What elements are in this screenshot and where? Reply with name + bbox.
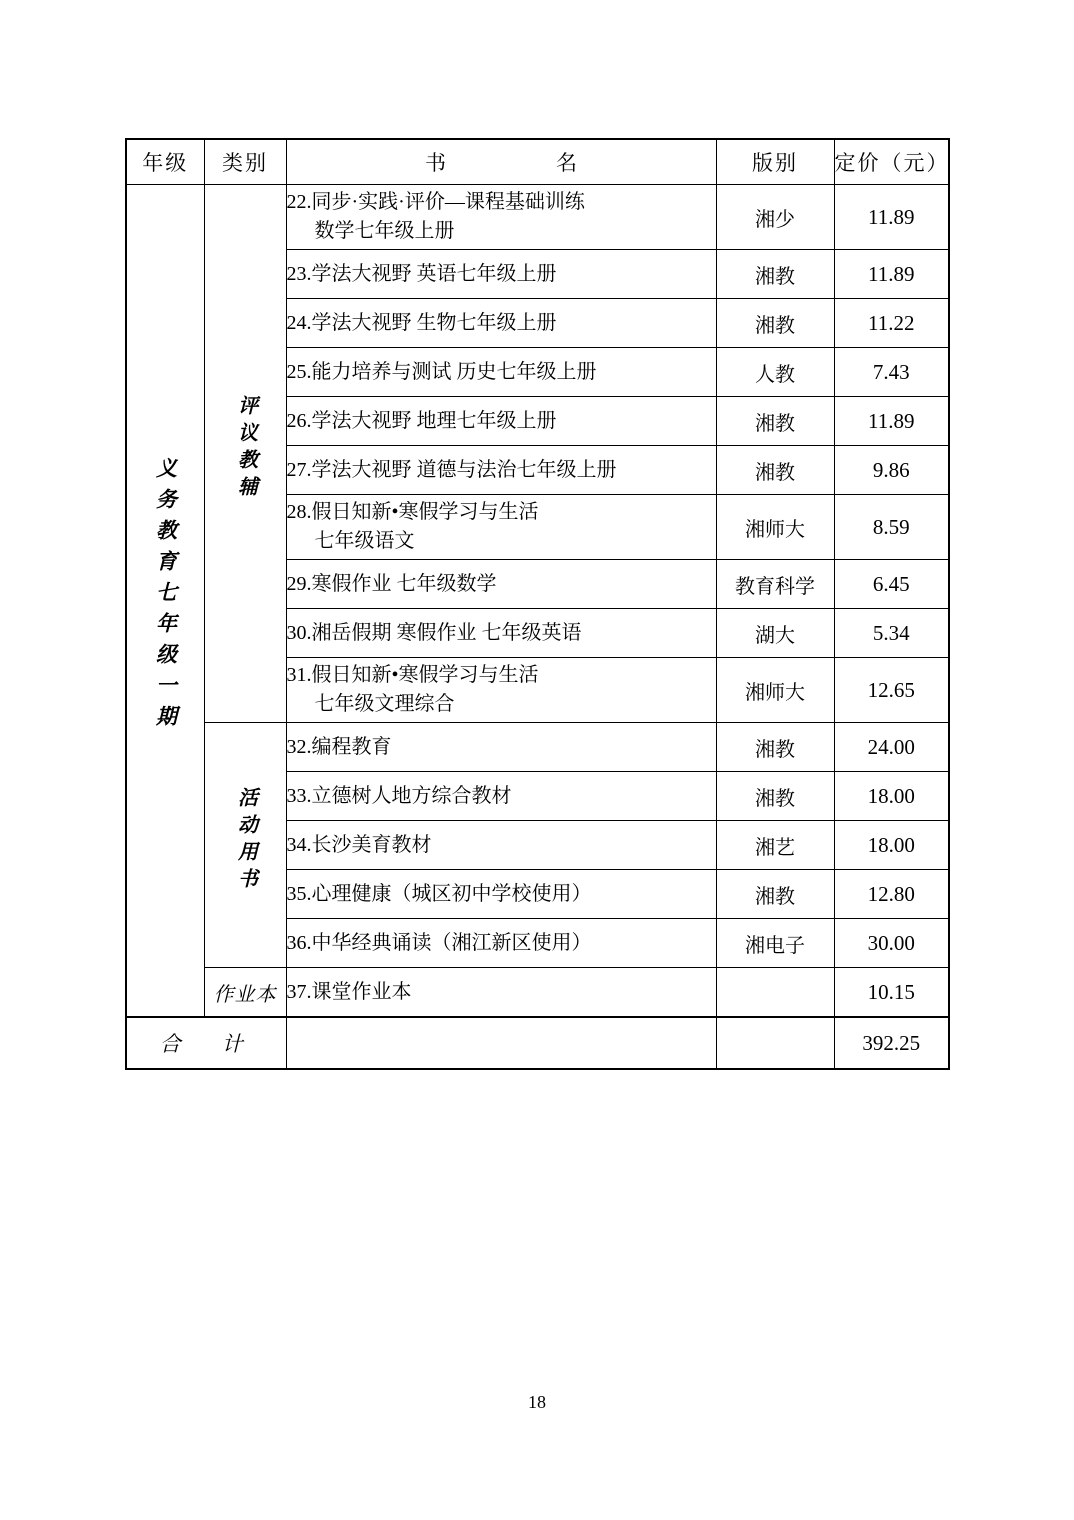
book-price: 10.15 <box>834 968 949 1018</box>
book-name: 30.湘岳假期 寒假作业 七年级英语 <box>286 609 716 658</box>
book-price: 6.45 <box>834 560 949 609</box>
book-publisher: 湘师大 <box>716 658 834 723</box>
book-name: 23.学法大视野 英语七年级上册 <box>286 250 716 299</box>
book-name: 29.寒假作业 七年级数学 <box>286 560 716 609</box>
book-name: 32.编程教育 <box>286 723 716 772</box>
book-publisher: 湘师大 <box>716 495 834 560</box>
book-publisher: 湘教 <box>716 397 834 446</box>
book-price: 11.22 <box>834 299 949 348</box>
book-name: 31.假日知新•寒假学习与生活 七年级文理综合 <box>286 658 716 723</box>
book-name: 25.能力培养与测试 历史七年级上册 <box>286 348 716 397</box>
book-publisher: 湘教 <box>716 772 834 821</box>
header-publisher: 版别 <box>716 139 834 185</box>
total-name <box>286 1017 716 1069</box>
book-name: 26.学法大视野 地理七年级上册 <box>286 397 716 446</box>
category-cell-huodong: 活动用书 <box>204 723 286 968</box>
book-price: 24.00 <box>834 723 949 772</box>
book-publisher: 人教 <box>716 348 834 397</box>
book-price: 30.00 <box>834 919 949 968</box>
book-publisher: 湘教 <box>716 299 834 348</box>
book-price: 18.00 <box>834 772 949 821</box>
book-publisher: 教育科学 <box>716 560 834 609</box>
book-name: 24.学法大视野 生物七年级上册 <box>286 299 716 348</box>
book-publisher: 湘少 <box>716 185 834 250</box>
book-name: 34.长沙美育教材 <box>286 821 716 870</box>
book-publisher: 湖大 <box>716 609 834 658</box>
book-price: 11.89 <box>834 250 949 299</box>
book-publisher: 湘教 <box>716 870 834 919</box>
book-price: 8.59 <box>834 495 949 560</box>
header-grade: 年级 <box>126 139 204 185</box>
table-header-row <box>126 139 949 185</box>
book-price: 5.34 <box>834 609 949 658</box>
book-name: 37.课堂作业本 <box>286 968 716 1018</box>
total-publisher <box>716 1017 834 1069</box>
book-name: 36.中华经典诵读（湘江新区使用） <box>286 919 716 968</box>
grade-cell: 义务教育七年级一期 <box>126 185 204 1018</box>
header-category: 类别 <box>204 139 286 185</box>
book-price: 9.86 <box>834 446 949 495</box>
category-cell-pingyi: 评议教辅 <box>204 185 286 723</box>
book-publisher: 湘电子 <box>716 919 834 968</box>
table-total-row <box>126 1017 949 1069</box>
book-name: 22.同步·实践·评价—课程基础训练 数学七年级上册 <box>286 185 716 250</box>
header-book-name-left: 书 <box>425 151 446 175</box>
book-name: 27.学法大视野 道德与法治七年级上册 <box>286 446 716 495</box>
book-price: 11.89 <box>834 397 949 446</box>
book-publisher: 湘教 <box>716 446 834 495</box>
book-price: 12.65 <box>834 658 949 723</box>
table-row <box>126 723 949 772</box>
book-publisher <box>716 968 834 1018</box>
book-price: 7.43 <box>834 348 949 397</box>
book-publisher: 湘教 <box>716 250 834 299</box>
table-row <box>126 185 949 250</box>
total-label: 合 计 <box>126 1017 286 1069</box>
header-price: 定价（元） <box>834 139 949 185</box>
book-price: 11.89 <box>834 185 949 250</box>
header-book-name <box>286 139 716 185</box>
book-publisher: 湘艺 <box>716 821 834 870</box>
total-price: 392.25 <box>834 1017 949 1069</box>
table-row <box>126 968 949 1018</box>
book-price: 12.80 <box>834 870 949 919</box>
booklist-table <box>125 138 950 1070</box>
page-number: 18 <box>528 1392 546 1412</box>
category-cell-zuoye: 作业本 <box>204 968 286 1018</box>
book-name: 35.心理健康（城区初中学校使用） <box>286 870 716 919</box>
book-price: 18.00 <box>834 821 949 870</box>
header-book-name-right: 名 <box>556 151 577 175</box>
booklist-table-container <box>125 138 950 1070</box>
book-name: 33.立德树人地方综合教材 <box>286 772 716 821</box>
book-name: 28.假日知新•寒假学习与生活 七年级语文 <box>286 495 716 560</box>
book-publisher: 湘教 <box>716 723 834 772</box>
